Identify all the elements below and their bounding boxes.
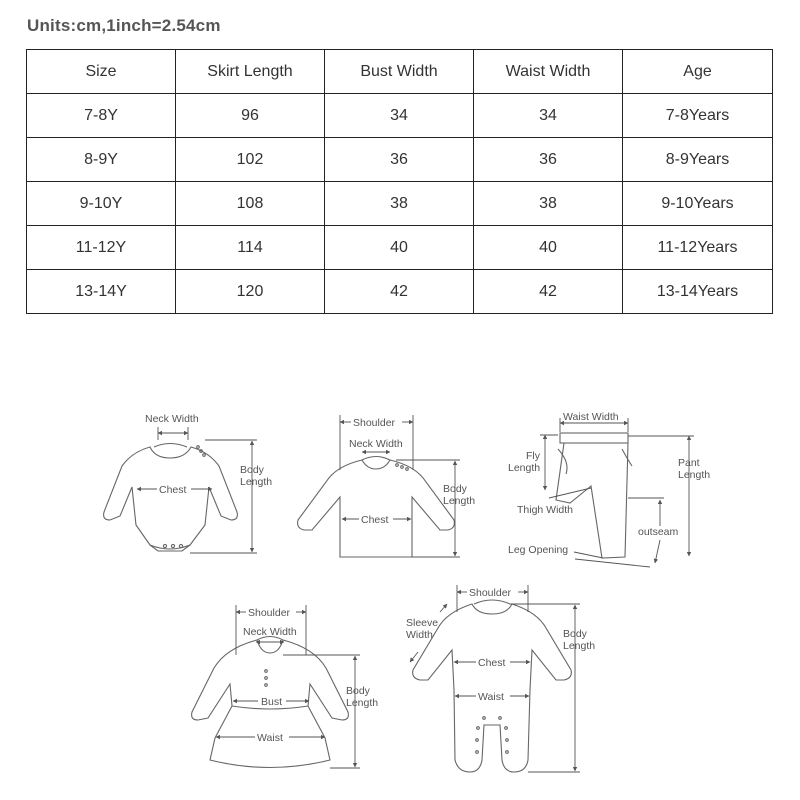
bodysuit-chest-label: Chest [159, 484, 187, 496]
cell-age: 9-10Years [623, 182, 773, 226]
bodysuit-neck-width-label: Neck Width [145, 413, 199, 425]
cell-waist-width: 40 [474, 226, 623, 270]
cell-age: 7-8Years [623, 94, 773, 138]
cell-waist-width: 34 [474, 94, 623, 138]
pants-leg-opening-label: Leg Opening [508, 544, 569, 556]
table-row [27, 270, 773, 314]
cell-waist-width: 38 [474, 182, 623, 226]
romper-body-length-label-2: Length [563, 640, 596, 652]
dress-body-length-label-1: Body [346, 685, 370, 697]
cell-skirt-length: 102 [176, 138, 325, 182]
units-note: Units:cm,1inch=2.54cm [27, 16, 221, 35]
cell-size: 9-10Y [27, 182, 176, 226]
cell-waist-width: 42 [474, 270, 623, 314]
table-header-row [27, 50, 773, 94]
romper-chest-label: Chest [478, 657, 506, 669]
table-row [27, 138, 773, 182]
bodysuit-diagram [104, 413, 273, 553]
cell-skirt-length: 108 [176, 182, 325, 226]
header-age: Age [623, 50, 773, 94]
cell-bust-width: 34 [325, 94, 474, 138]
measurement-diagrams [0, 395, 800, 800]
romper-sleeve-width-label-1: Sleeve [406, 617, 439, 629]
header-size: Size [27, 50, 176, 94]
cell-size: 8-9Y [27, 138, 176, 182]
table-row [27, 94, 773, 138]
cell-age: 13-14Years [623, 270, 773, 314]
sweater-chest-label: Chest [361, 514, 389, 526]
cell-age: 8-9Years [623, 138, 773, 182]
romper-waist-label: Waist [478, 691, 504, 703]
sweater-body-length-label-1: Body [443, 483, 467, 495]
dress-shoulder-label: Shoulder [248, 607, 291, 619]
pants-fly-length-label-2: Length [508, 462, 541, 474]
romper-body-length-label-1: Body [563, 628, 587, 640]
bodysuit-body-length-label-2: Length [240, 476, 273, 488]
sweater-neck-width-label: Neck Width [349, 438, 403, 450]
cell-skirt-length: 120 [176, 270, 325, 314]
pants-diagram [508, 411, 710, 567]
header-bust-width: Bust Width [325, 50, 474, 94]
pants-fly-length-label-1: Fly [526, 450, 540, 462]
cell-size: 11-12Y [27, 226, 176, 270]
dress-diagram [192, 605, 379, 768]
pants-thigh-width-label: Thigh Width [517, 504, 574, 516]
cell-skirt-length: 96 [176, 94, 325, 138]
pants-waist-width-label: Waist Width [563, 411, 619, 423]
sweater-body-length-label-2: Length [443, 495, 476, 507]
cell-bust-width: 36 [325, 138, 474, 182]
cell-age: 11-12Years [623, 226, 773, 270]
cell-bust-width: 42 [325, 270, 474, 314]
dress-body-length-label-2: Length [346, 697, 379, 709]
pants-pant-length-label-2: Length [678, 469, 711, 481]
bodysuit-body-length-label-1: Body [240, 464, 264, 476]
table-row [27, 182, 773, 226]
header-waist-width: Waist Width [474, 50, 623, 94]
header-skirt-length: Skirt Length [176, 50, 325, 94]
sweater-diagram [298, 415, 476, 557]
dress-waist-label: Waist [257, 732, 283, 744]
pants-outseam-label: outseam [638, 526, 679, 538]
table-row [27, 226, 773, 270]
pants-pant-length-label-1: Pant [678, 457, 700, 469]
cell-bust-width: 40 [325, 226, 474, 270]
dress-neck-width-label: Neck Width [243, 626, 297, 638]
size-chart-table [26, 49, 773, 314]
romper-shoulder-label: Shoulder [469, 587, 512, 599]
cell-size: 7-8Y [27, 94, 176, 138]
dress-bust-label: Bust [261, 696, 283, 708]
cell-size: 13-14Y [27, 270, 176, 314]
cell-bust-width: 38 [325, 182, 474, 226]
cell-skirt-length: 114 [176, 226, 325, 270]
romper-diagram [406, 585, 595, 772]
sweater-shoulder-label: Shoulder [353, 417, 396, 429]
cell-waist-width: 36 [474, 138, 623, 182]
romper-sleeve-width-label-2: Width [406, 629, 433, 641]
